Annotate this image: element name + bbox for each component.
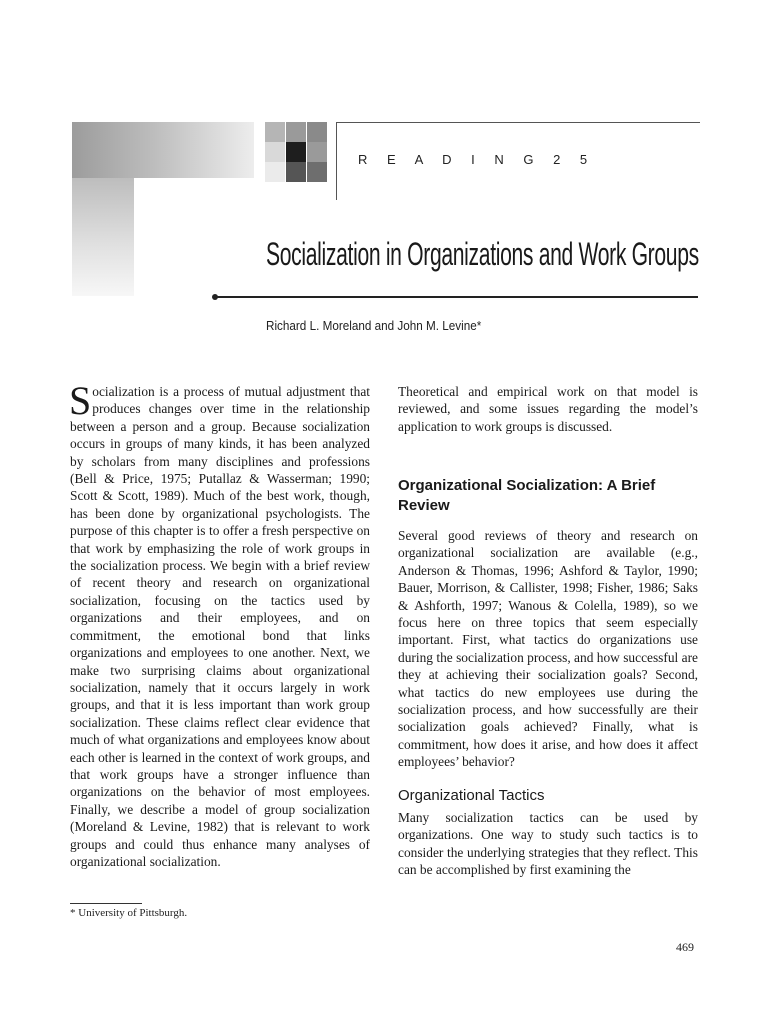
grid-square	[307, 122, 327, 142]
intro-paragraph	[69, 378, 370, 870]
intro-text: ocialization is a process of mutual adjustment that produces changes over time in the relationship between a person and a group. Because socialization occurs in groups of many kinds, it has been analyzed by scholars from many disciplines and professions (Bell & Price, 1975; Putallaz & Wasserman; 1990; Scott & Scott, 1989). Much of the best work, though, has been done by organizational psychologists. The purpose of this chapter is to offer a fresh perspective on that work by emphasizing the role of work groups in the socialization process. We begin with a brief review of recent theory and research on organizational socialization, focusing on the tactics used by organizations and their employees, and on commitment, the emotional bond that links organizations and employees to one another. Next, we make two surprising claims about organizational socialization, namely that it occurs largely in work groups, and that it is less important than work group socialization. These claims reflect clear evidence that much of what organizations and employees know about each other is learned in the context of work groups, and that work groups have a stronger influence than organizations on the behavior of most employees. Finally, we describe a model of group socialization (Moreland & Levine, 1982) that is relevant to work groups and could thus enhance many analyses of organizational socialization.	[70, 384, 370, 869]
decorative-gradient-column	[72, 178, 134, 296]
title-rule	[215, 296, 698, 298]
section-paragraph: Several good reviews of theory and research on organizational socialization are available (e.g., Anderson & Thomas, 1996; Ashford & Taylor, 1990; Bauer, Morrison, & Callister, 1998; Fisher, 1986; Saks & Ashforth, 1997; Wanous & Colella, 1989), so we focus here on three topics that seem especially important. First, what tactics do organizations use during the socialization process, and how successful are they at achieving their socialization goals? Second, what tactics do new employees use during the socialization process, and how successfully are their socialization goals achieved? Finally, what is commitment, how does it arise, and how does it affect employees’ behavior?	[398, 528, 698, 770]
footnote: * University of Pittsburgh.	[70, 907, 188, 919]
grid-square	[265, 142, 285, 162]
chapter-title: Socialization in Organizations and Work Groups	[266, 236, 699, 272]
grid-square	[286, 142, 306, 162]
header-horizontal-rule	[336, 122, 700, 123]
section-heading: Organizational Socialization: A Brief Review	[398, 477, 656, 514]
page-number: 469	[676, 940, 694, 954]
grid-square	[307, 162, 327, 182]
footnote-rule	[70, 903, 142, 904]
subsection-paragraph: Many socialization tactics can be used by organizations. One way to study such tactics is to consider the underlying strategies that they reflect. This can be accomplished by first examining the	[398, 810, 698, 878]
reading-label: R E A D I N G 2 5	[358, 152, 596, 167]
grid-square	[286, 162, 306, 182]
subsection-heading: Organizational Tactics	[398, 787, 545, 804]
grid-square	[286, 122, 306, 142]
decorative-gradient-bar	[72, 122, 254, 178]
drop-cap: S	[69, 378, 92, 423]
grid-square	[265, 122, 285, 142]
grid-square	[307, 142, 327, 162]
intro-continued-paragraph: Theoretical and empirical work on that model is reviewed, and some issues regarding the model’s application to work groups is discussed.	[398, 384, 698, 434]
header-vertical-rule	[336, 122, 337, 200]
authors-line: Richard L. Moreland and John M. Levine*	[266, 318, 482, 333]
grid-square	[265, 162, 285, 182]
